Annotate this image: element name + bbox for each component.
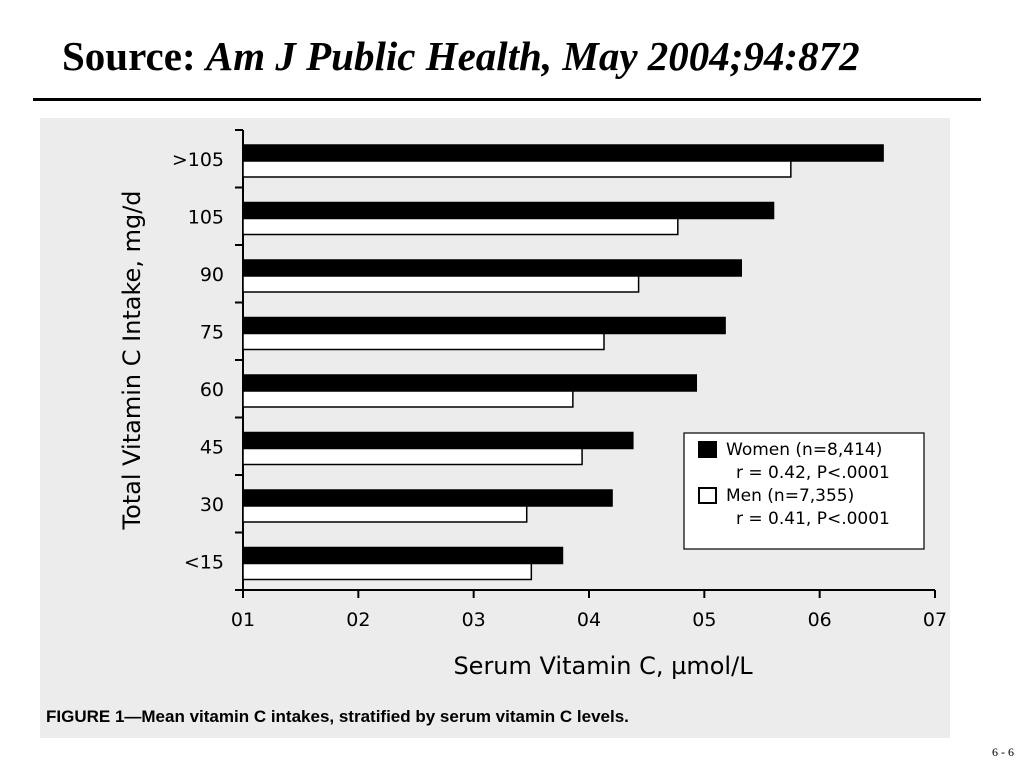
legend-series-name: Men (n=7,355) bbox=[726, 486, 855, 506]
title-divider bbox=[33, 98, 981, 101]
y-tick-label: >105 bbox=[171, 148, 224, 171]
bar-men bbox=[243, 276, 639, 292]
bar-men bbox=[243, 564, 531, 580]
y-tick-label: 105 bbox=[187, 206, 224, 229]
x-axis-title: Serum Vitamin C, µmol/L bbox=[453, 652, 753, 680]
bar-men bbox=[243, 161, 791, 177]
x-tick-label: 02 bbox=[346, 609, 371, 631]
legend-series-name: Women (n=8,414) bbox=[726, 440, 883, 460]
bar-women bbox=[243, 203, 774, 219]
y-tick-label: <15 bbox=[183, 551, 224, 574]
title-prefix: Source: bbox=[62, 33, 196, 79]
slide-title bbox=[62, 34, 860, 79]
x-tick-label: 01 bbox=[230, 609, 256, 631]
y-tick-label: 75 bbox=[199, 321, 224, 344]
y-axis-title: Total Vitamin C Intake, mg/d bbox=[118, 190, 146, 530]
legend-series-stat: r = 0.41, P<.0001 bbox=[736, 509, 890, 529]
bar-men bbox=[243, 449, 582, 465]
slide-number: 6 - 6 bbox=[992, 745, 1014, 759]
x-tick-label: 03 bbox=[461, 609, 486, 631]
bar-men bbox=[243, 391, 573, 407]
bar-men bbox=[243, 506, 527, 522]
figure-caption: FIGURE 1—Mean vitamin C intakes, stratified by serum vitamin C levels. bbox=[46, 707, 629, 726]
bar-women bbox=[243, 433, 633, 449]
x-tick-label: 05 bbox=[692, 609, 717, 631]
legend-swatch bbox=[699, 442, 716, 457]
y-tick-label: 90 bbox=[199, 263, 224, 286]
y-tick-label: 45 bbox=[199, 436, 224, 459]
x-tick-label: 06 bbox=[807, 609, 832, 631]
bar-women bbox=[243, 490, 612, 506]
y-tick-label: 60 bbox=[199, 378, 224, 401]
x-tick-label: 04 bbox=[576, 609, 602, 631]
bar-women bbox=[243, 145, 883, 161]
legend-swatch bbox=[699, 488, 716, 503]
x-tick-label: 07 bbox=[922, 609, 948, 631]
figure-panel bbox=[40, 118, 950, 738]
bar-women bbox=[243, 375, 696, 391]
bar-men bbox=[243, 219, 678, 235]
legend-series-stat: r = 0.42, P<.0001 bbox=[736, 463, 890, 483]
title-citation: Am J Public Health, May 2004;94:872 bbox=[205, 33, 860, 79]
bar-women bbox=[243, 260, 741, 276]
y-tick-label: 30 bbox=[199, 493, 224, 516]
bar-men bbox=[243, 334, 604, 350]
bar-women bbox=[243, 548, 562, 564]
bar-women bbox=[243, 318, 725, 334]
bar-chart bbox=[40, 118, 950, 738]
